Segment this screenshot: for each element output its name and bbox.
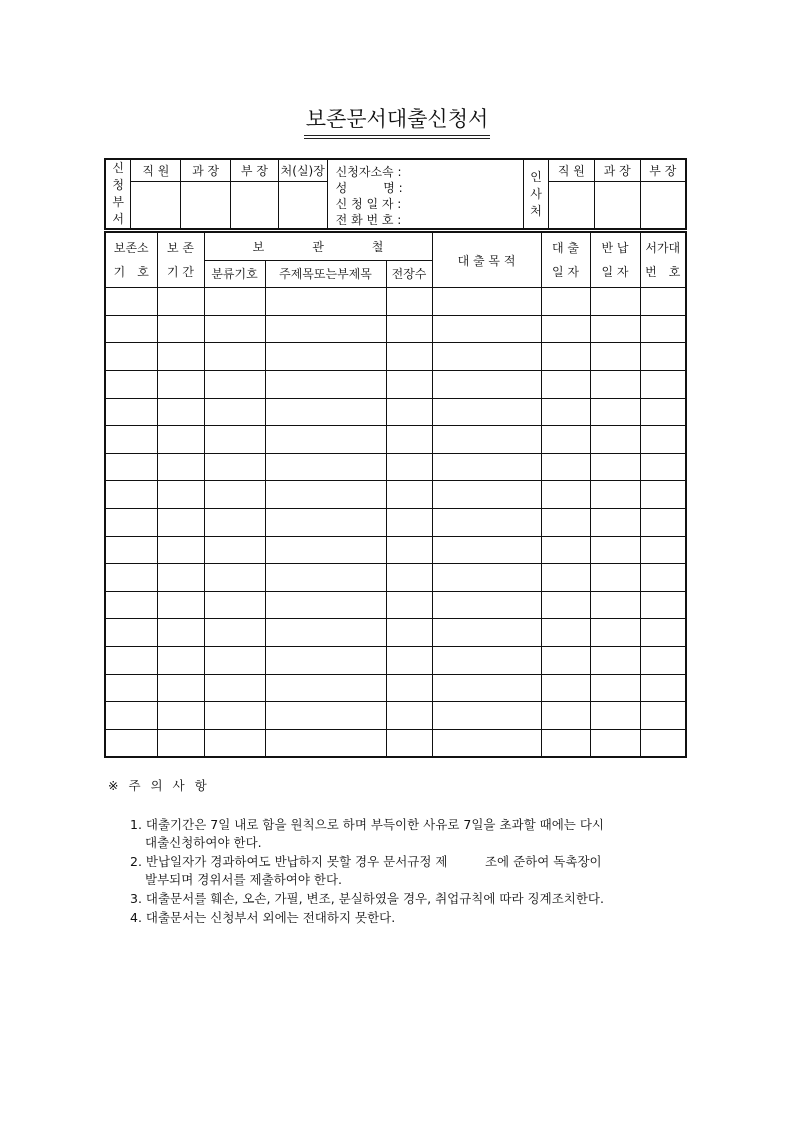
requesting-dept-char: 신 — [112, 161, 124, 175]
register-cell[interactable] — [265, 729, 386, 757]
note-item — [130, 890, 685, 908]
header-text: 보 존 — [167, 241, 194, 256]
header-text: 보존소 — [113, 241, 149, 256]
register-cell[interactable] — [386, 398, 432, 426]
register-cell[interactable] — [640, 315, 686, 343]
register-cell[interactable] — [105, 646, 157, 674]
register-cell[interactable] — [386, 591, 432, 619]
register-cell[interactable] — [541, 481, 590, 509]
register-cell[interactable] — [541, 591, 590, 619]
register-cell[interactable] — [432, 646, 541, 674]
personnel-role-staff: 직 원 — [548, 159, 594, 181]
header-text: 대 출 — [552, 241, 579, 256]
register-cell[interactable] — [204, 398, 265, 426]
register-cell[interactable] — [541, 536, 590, 564]
register-cell[interactable] — [590, 619, 640, 647]
register-cell[interactable] — [265, 343, 386, 371]
personnel-office-label — [524, 159, 549, 229]
register-cell[interactable] — [432, 536, 541, 564]
header-retention-period — [157, 232, 204, 288]
register-cell[interactable] — [640, 426, 686, 454]
register-cell[interactable] — [640, 702, 686, 730]
register-cell[interactable] — [204, 564, 265, 592]
register-cell[interactable] — [386, 426, 432, 454]
register-cell[interactable] — [432, 674, 541, 702]
register-cell[interactable] — [204, 619, 265, 647]
header-return-date — [590, 232, 640, 288]
register-row — [105, 426, 686, 454]
note-text: 1. 대출기간은 7일 내로 함을 원칙으로 하며 부득이한 사유로 7일을 초과할 때에는 다시 — [130, 817, 604, 832]
note-text: 4. 대출문서는 신청부서 외에는 전대하지 못한다. — [130, 910, 396, 925]
register-cell[interactable] — [265, 453, 386, 481]
register-cell[interactable] — [157, 481, 204, 509]
register-cell[interactable] — [432, 315, 541, 343]
signature-box[interactable] — [640, 181, 686, 229]
register-cell[interactable] — [157, 398, 204, 426]
header-loan-date — [541, 232, 590, 288]
requesting-dept-char: 청 — [112, 178, 124, 192]
register-cell[interactable] — [640, 398, 686, 426]
register-cell[interactable] — [590, 564, 640, 592]
register-cell[interactable] — [265, 288, 386, 316]
register-cell[interactable] — [157, 508, 204, 536]
register-row — [105, 398, 686, 426]
header-loan-purpose: 대 출 목 적 — [432, 232, 541, 288]
register-cell[interactable] — [541, 702, 590, 730]
register-row — [105, 288, 686, 316]
register-cell[interactable] — [157, 591, 204, 619]
register-cell[interactable] — [590, 398, 640, 426]
register-cell[interactable] — [386, 646, 432, 674]
notes-list — [108, 816, 685, 927]
header-text: 기 호 — [113, 265, 149, 280]
register-cell[interactable] — [265, 315, 386, 343]
note-item — [130, 909, 685, 927]
register-cell[interactable] — [204, 343, 265, 371]
register-cell[interactable] — [265, 702, 386, 730]
register-cell[interactable] — [590, 702, 640, 730]
document-title-wrap — [0, 103, 794, 139]
register-cell[interactable] — [590, 481, 640, 509]
register-cell[interactable] — [590, 288, 640, 316]
note-item — [130, 853, 685, 889]
register-cell[interactable] — [640, 508, 686, 536]
register-cell[interactable] — [386, 370, 432, 398]
register-cell[interactable] — [265, 536, 386, 564]
personnel-office-char: 인 — [530, 169, 542, 184]
register-cell[interactable] — [105, 481, 157, 509]
register-cell[interactable] — [386, 674, 432, 702]
register-cell[interactable] — [157, 370, 204, 398]
personnel-role-section-chief: 과 장 — [594, 159, 640, 181]
register-cell[interactable] — [640, 591, 686, 619]
header-text: 반 납 — [601, 241, 629, 256]
register-cell[interactable] — [204, 729, 265, 757]
role-office-head: 처(실)장 — [278, 159, 327, 181]
register-row — [105, 646, 686, 674]
register-row — [105, 674, 686, 702]
signature-box[interactable] — [548, 181, 594, 229]
register-cell[interactable] — [590, 674, 640, 702]
register-cell[interactable] — [432, 564, 541, 592]
register-cell[interactable] — [640, 674, 686, 702]
header-shelf-no — [640, 232, 686, 288]
header-text: 기 간 — [167, 265, 194, 280]
register-cell[interactable] — [640, 729, 686, 757]
register-cell[interactable] — [432, 591, 541, 619]
register-cell[interactable] — [640, 453, 686, 481]
register-cell[interactable] — [157, 426, 204, 454]
register-cell[interactable] — [541, 646, 590, 674]
register-cell[interactable] — [386, 288, 432, 316]
requesting-dept-char: 부 — [112, 195, 124, 209]
personnel-role-department-head: 부 장 — [640, 159, 686, 181]
register-cell[interactable] — [590, 536, 640, 564]
register-row — [105, 619, 686, 647]
header-text: 일 자 — [601, 265, 629, 280]
register-cell[interactable] — [386, 619, 432, 647]
register-cell[interactable] — [432, 729, 541, 757]
register-cell[interactable] — [541, 729, 590, 757]
register-cell[interactable] — [640, 481, 686, 509]
register-cell[interactable] — [105, 508, 157, 536]
register-cell[interactable] — [105, 398, 157, 426]
register-cell[interactable] — [204, 370, 265, 398]
header-storage-file: 보 관 철 — [204, 232, 432, 260]
register-cell[interactable] — [432, 508, 541, 536]
register-row — [105, 481, 686, 509]
register-cell[interactable] — [432, 288, 541, 316]
role-staff: 직 원 — [131, 159, 181, 181]
register-cell[interactable] — [590, 508, 640, 536]
personnel-office-char: 사 — [530, 186, 542, 201]
register-cell[interactable] — [541, 674, 590, 702]
register-cell[interactable] — [541, 426, 590, 454]
register-row — [105, 702, 686, 730]
register-cell[interactable] — [590, 729, 640, 757]
register-cell[interactable] — [265, 619, 386, 647]
register-cell[interactable] — [432, 619, 541, 647]
register-cell[interactable] — [640, 646, 686, 674]
register-cell[interactable] — [157, 729, 204, 757]
register-cell[interactable] — [105, 674, 157, 702]
register-cell[interactable] — [386, 453, 432, 481]
register-cell[interactable] — [640, 619, 686, 647]
register-cell[interactable] — [541, 508, 590, 536]
register-cell[interactable] — [157, 674, 204, 702]
register-cell[interactable] — [590, 343, 640, 371]
register-cell[interactable] — [640, 370, 686, 398]
register-cell[interactable] — [157, 315, 204, 343]
register-cell[interactable] — [105, 288, 157, 316]
register-cell[interactable] — [105, 343, 157, 371]
register-cell[interactable] — [432, 481, 541, 509]
register-cell[interactable] — [590, 591, 640, 619]
register-cell[interactable] — [541, 398, 590, 426]
header-subject: 주제목또는부제목 — [265, 260, 386, 288]
register-cell[interactable] — [204, 536, 265, 564]
register-cell[interactable] — [105, 536, 157, 564]
register-cell[interactable] — [204, 453, 265, 481]
signature-box[interactable] — [278, 181, 327, 229]
register-cell[interactable] — [204, 674, 265, 702]
register-cell[interactable] — [265, 591, 386, 619]
register-cell[interactable] — [386, 564, 432, 592]
register-cell[interactable] — [541, 453, 590, 481]
approval-table — [104, 158, 687, 230]
signature-box[interactable] — [181, 181, 231, 229]
document-title: 보존문서대출신청서 — [304, 103, 491, 139]
phone-number-label: 전 화 번 호 : — [335, 213, 402, 227]
role-section-chief: 과 장 — [181, 159, 231, 181]
loan-register-table — [104, 231, 687, 758]
register-cell[interactable] — [432, 398, 541, 426]
register-cell[interactable] — [204, 315, 265, 343]
register-cell[interactable] — [541, 288, 590, 316]
register-cell[interactable] — [204, 288, 265, 316]
register-row — [105, 591, 686, 619]
register-cell[interactable] — [386, 315, 432, 343]
register-cell[interactable] — [386, 481, 432, 509]
register-cell[interactable] — [432, 702, 541, 730]
note-item — [130, 816, 685, 852]
register-cell[interactable] — [105, 453, 157, 481]
signature-box[interactable] — [231, 181, 279, 229]
notes-title: ※ 주 의 사 항 — [108, 778, 208, 793]
register-cell[interactable] — [204, 702, 265, 730]
header-class-code: 분류기호 — [204, 260, 265, 288]
register-body — [105, 288, 686, 758]
register-cell[interactable] — [432, 453, 541, 481]
register-cell[interactable] — [157, 536, 204, 564]
register-cell[interactable] — [640, 288, 686, 316]
register-row — [105, 729, 686, 757]
register-cell[interactable] — [105, 619, 157, 647]
register-row — [105, 536, 686, 564]
register-cell[interactable] — [105, 370, 157, 398]
register-cell[interactable] — [105, 591, 157, 619]
register-cell[interactable] — [265, 674, 386, 702]
register-cell[interactable] — [432, 343, 541, 371]
register-row — [105, 453, 686, 481]
register-cell[interactable] — [204, 508, 265, 536]
requesting-dept-char: 서 — [112, 212, 124, 226]
register-cell[interactable] — [204, 591, 265, 619]
register-cell[interactable] — [157, 702, 204, 730]
register-cell[interactable] — [432, 370, 541, 398]
register-cell[interactable] — [640, 343, 686, 371]
signature-box[interactable] — [131, 181, 181, 229]
register-row — [105, 315, 686, 343]
register-cell[interactable] — [432, 426, 541, 454]
register-cell[interactable] — [265, 564, 386, 592]
register-cell[interactable] — [157, 343, 204, 371]
register-cell[interactable] — [265, 508, 386, 536]
header-text: 일 자 — [552, 265, 579, 280]
register-row — [105, 370, 686, 398]
register-cell[interactable] — [265, 646, 386, 674]
register-cell[interactable] — [204, 481, 265, 509]
register-cell[interactable] — [590, 426, 640, 454]
register-cell[interactable] — [541, 343, 590, 371]
header-page-count: 전장수 — [386, 260, 432, 288]
register-cell[interactable] — [640, 564, 686, 592]
note-text: 2. 반납일자가 경과하여도 반납하지 못할 경우 문서규정 제 조에 준하여 독촉장이 — [130, 854, 602, 869]
register-cell[interactable] — [386, 508, 432, 536]
application-date-label: 신 청 일 자 : — [335, 197, 402, 211]
register-cell[interactable] — [157, 288, 204, 316]
header-text: 번 호 — [645, 265, 681, 280]
note-text: 3. 대출문서를 훼손, 오손, 가필, 변조, 분실하였을 경우, 취업규칙에 따라 징계조치한다. — [130, 891, 604, 906]
register-cell[interactable] — [157, 646, 204, 674]
note-text-continued: 발부되며 경위서를 제출하여야 한다. — [145, 872, 343, 887]
register-cell[interactable] — [265, 426, 386, 454]
role-department-head: 부 장 — [231, 159, 279, 181]
register-cell[interactable] — [157, 619, 204, 647]
signature-box[interactable] — [594, 181, 640, 229]
register-cell[interactable] — [541, 619, 590, 647]
register-cell[interactable] — [386, 702, 432, 730]
register-cell[interactable] — [105, 729, 157, 757]
register-cell[interactable] — [105, 702, 157, 730]
register-cell[interactable] — [386, 343, 432, 371]
register-cell[interactable] — [265, 370, 386, 398]
applicant-name-label: 성 명 : — [335, 181, 403, 195]
header-text: 서가대 — [645, 241, 681, 256]
note-text-continued: 대출신청하여야 한다. — [145, 835, 262, 850]
register-cell[interactable] — [204, 426, 265, 454]
register-row — [105, 343, 686, 371]
register-row — [105, 508, 686, 536]
register-cell[interactable] — [541, 315, 590, 343]
header-retention-no — [105, 232, 157, 288]
register-cell[interactable] — [105, 564, 157, 592]
personnel-office-char: 처 — [530, 203, 542, 218]
register-cell[interactable] — [590, 370, 640, 398]
register-cell[interactable] — [541, 564, 590, 592]
applicant-info — [327, 159, 523, 229]
register-cell[interactable] — [265, 398, 386, 426]
register-cell[interactable] — [590, 646, 640, 674]
register-cell[interactable] — [204, 646, 265, 674]
register-cell[interactable] — [590, 453, 640, 481]
register-cell[interactable] — [105, 315, 157, 343]
register-cell[interactable] — [105, 426, 157, 454]
register-cell[interactable] — [386, 536, 432, 564]
register-cell[interactable] — [386, 729, 432, 757]
register-cell[interactable] — [541, 370, 590, 398]
requesting-dept-label — [105, 159, 131, 229]
notes-section — [108, 776, 685, 928]
register-cell[interactable] — [640, 536, 686, 564]
register-cell[interactable] — [590, 315, 640, 343]
register-cell[interactable] — [157, 564, 204, 592]
register-cell[interactable] — [265, 481, 386, 509]
register-row — [105, 564, 686, 592]
register-cell[interactable] — [157, 453, 204, 481]
applicant-affiliation-label: 신청자소속 : — [335, 165, 402, 179]
